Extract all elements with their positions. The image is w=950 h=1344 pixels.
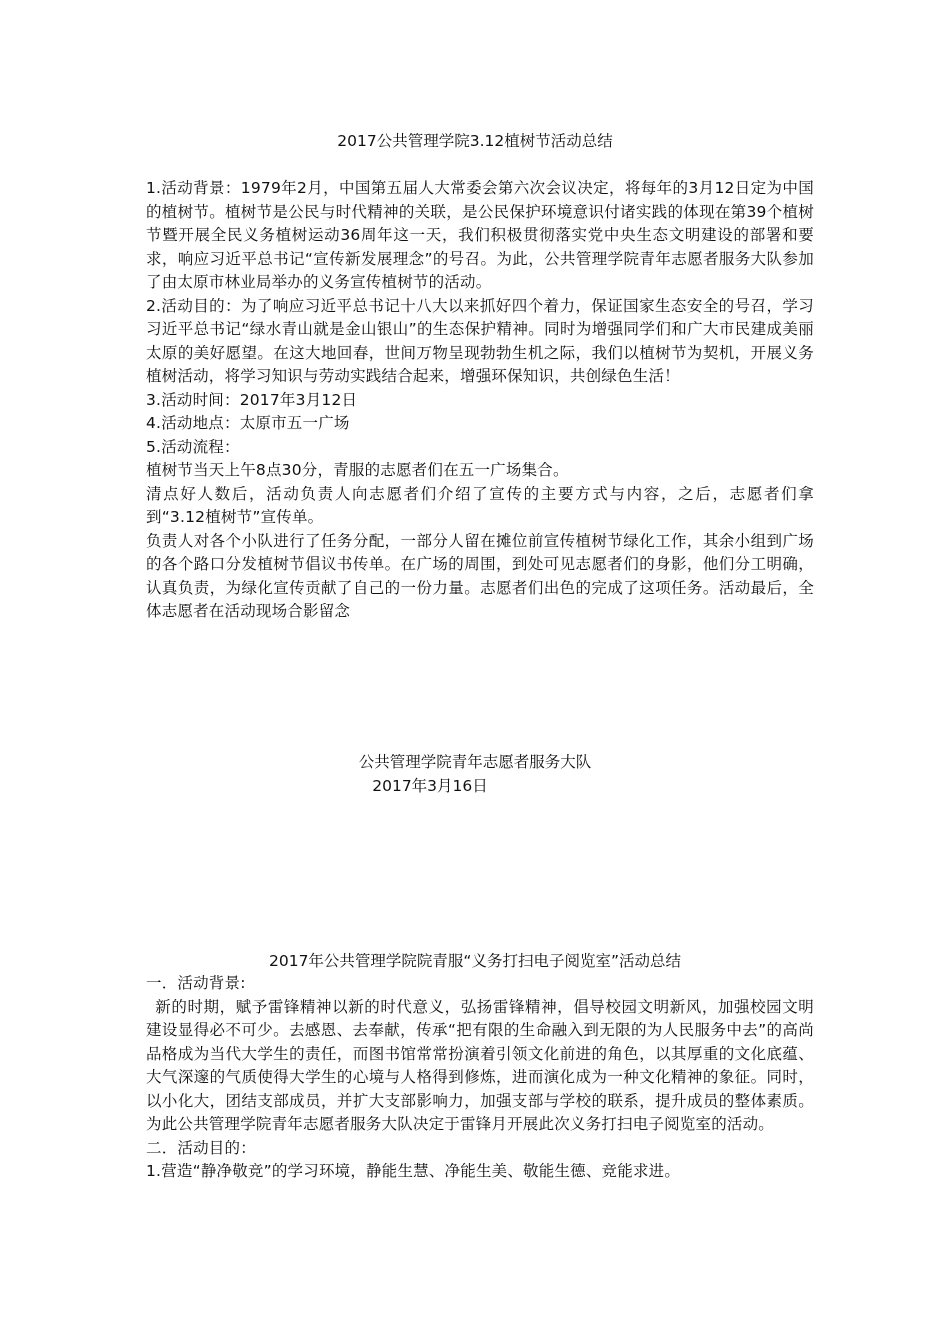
doc1-paragraph-location: 4.活动地点：太原市五一广场: [146, 414, 350, 432]
doc1-signature-org: 公共管理学院青年志愿者服务大队: [358, 753, 592, 771]
doc2-body: [146, 972, 814, 1184]
doc1-signature-date: 2017年3月16日: [372, 777, 488, 795]
doc1-paragraph-process-2: 清点好人数后，活动负责人向志愿者们介绍了宣传的主要方式与内容，之后，志愿者们拿到“3.12植树节”宣传单。: [146, 484, 814, 526]
doc1-paragraph-time: 3.活动时间：2017年3月12日: [146, 390, 358, 409]
doc1-paragraph-process-3: 负责人对各个小队进行了任务分配，一部分人留在摊位前宣传植树节绿化工作，其余小组到广场的各个路口分发植树节倡议书传单。在广场的周围，到处可见志愿者们的身影，他们分工明确，认真负责，为绿化宣传贡献了自己的一份力量。志愿者们出色的完成了这项任务。活动最后，全体志愿者在活动现场合影留念: [146, 531, 814, 620]
doc2-section2-heading: 二．活动目的：: [146, 1138, 256, 1157]
doc2-section1-body: 新的时期，赋予雷锋精神以新的时代意义，弘扬雷锋精神，倡导校园文明新风，加强校园文明建设显得必不可少。去感恩、去奉献，传承“把有限的生命融入到无限的为人民服务中去”的高尚品格成为当代大学生的责任，而图书馆常常扮演着引领文化前进的角色，以其厚重的文化底蕴、大气深邃的气质使得大学生的心境与人格得到修炼，进而演化成为一种文化精神的象征。同时，以小化大，团结支部成员，并扩大支部影响力，加强支部与学校的联系，提升成员的整体素质。为此公共管理学院青年志愿者服务大队决定于雷锋月开展此次义务打扫电子阅览室的活动。: [146, 997, 814, 1133]
doc1-paragraph-purpose: 2.活动目的：为了响应习近平总书记十八大以来抓好四个着力，保证国家生态安全的号召，学习习近平总书记“绿水青山就是金山银山”的生态保护精神。同时为增强同学们和广大市民建成美丽太原的美好愿望。在这大地回春，世间万物呈现勃勃生机之际，我们以植树节为契机，开展义务植树活动，将学习知识与劳动实践结合起来，增强环保知识，共创绿色生活！: [146, 296, 814, 385]
doc1-body: [146, 177, 814, 624]
doc2-section2-item1: 1.营造“静净敬竞”的学习环境，静能生慧、净能生美、敬能生德、竞能求进。: [146, 1162, 681, 1180]
doc1-paragraph-process-1: 植树节当天上午8点30分，青服的志愿者们在五一广场集合。: [146, 461, 569, 479]
doc1-title: 2017公共管理学院3.12植树节活动总结: [337, 132, 613, 150]
doc2-section1-heading: 一．活动背景:: [146, 974, 246, 992]
doc1-paragraph-background: 1.活动背景：1979年2月，中国第五届人大常委会第六次会议决定，将每年的3月12日定为中国的植树节。植树节是公民与时代精神的关联，是公民保护环境意识付诸实践的体现在第39个植树节暨开展全民义务植树运动36周年这一天，我们积极贯彻落实党中央生态文明建设的部署和要求，响应习近平总书记“宣传新发展理念”的号召。为此，公共管理学院青年志愿者服务大队参加了由太原市林业局举办的义务宣传植树节的活动。: [146, 179, 814, 291]
doc2-title: 2017年公共管理学院院青服“义务打扫电子阅览室”活动总结: [268, 952, 681, 970]
doc1-paragraph-process-heading: 5.活动流程：: [146, 437, 240, 456]
